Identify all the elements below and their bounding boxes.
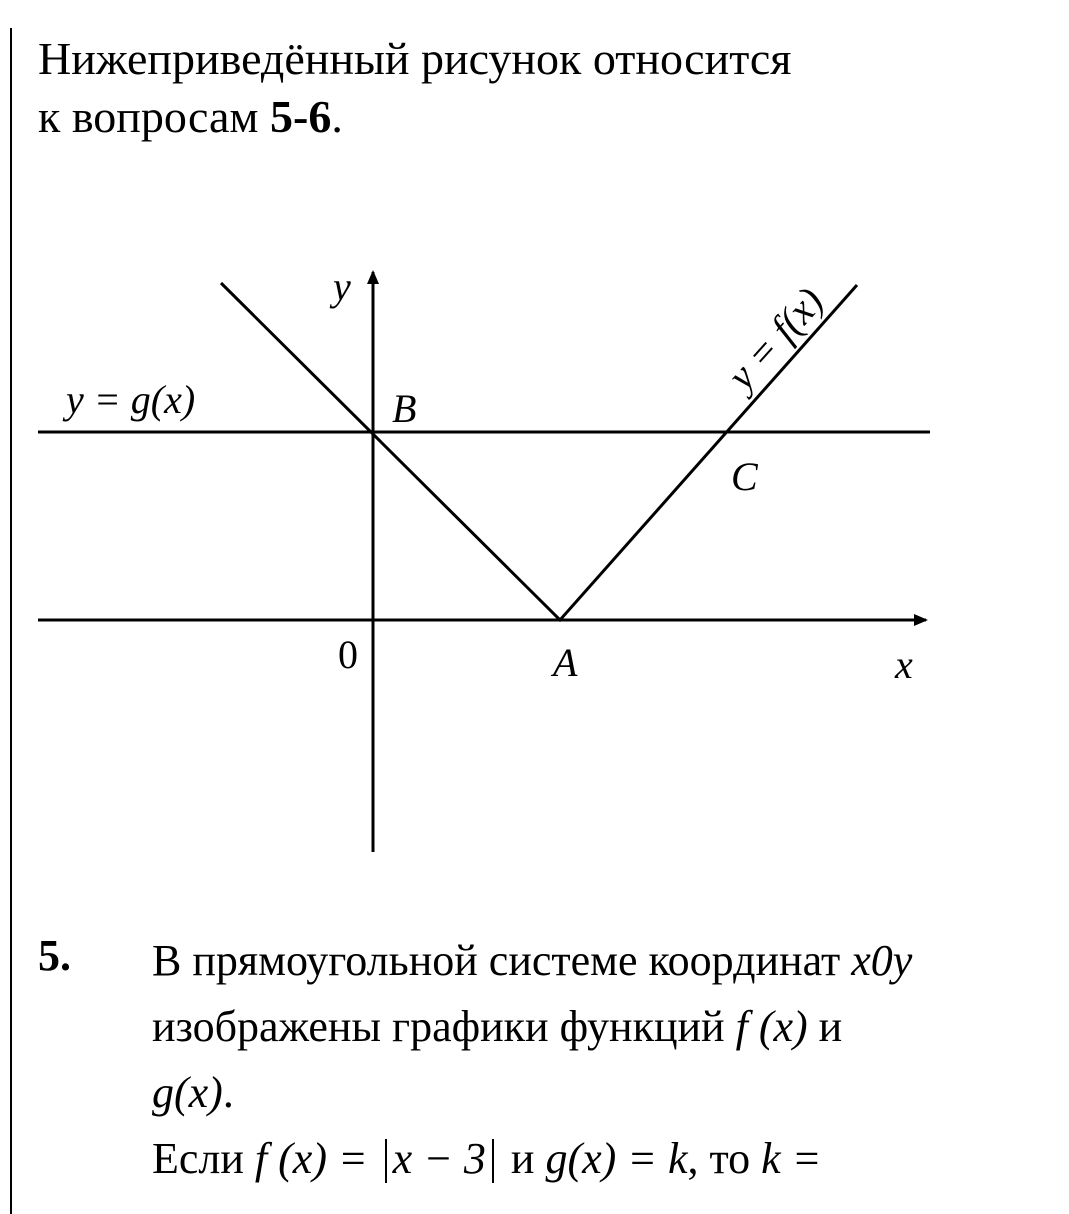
- question-body: [152, 928, 1052, 1192]
- abs-bar-right: [492, 1139, 494, 1183]
- f-definition-lhs: f (x) =: [254, 1134, 379, 1183]
- question-line-2-tail: и: [807, 1002, 843, 1051]
- question-if-word: Если: [152, 1134, 255, 1183]
- k-equals: k =: [761, 1134, 822, 1183]
- g-definition: g(x) = k: [545, 1134, 688, 1183]
- question-line-2-text: изображены графики функций: [152, 1002, 736, 1051]
- abs-bar-left: [385, 1139, 387, 1183]
- y-axis-label: y: [333, 264, 351, 309]
- f-label: y = f(x): [718, 278, 833, 399]
- f-definition-abs-content: x − 3: [392, 1134, 486, 1183]
- intro-line-1: Нижеприведённый рисунок относится: [38, 33, 792, 84]
- question-line-1: [152, 928, 1052, 994]
- x-axis-label: x: [895, 642, 913, 687]
- origin-label: 0: [338, 632, 358, 677]
- point-c-label: C: [731, 454, 758, 499]
- point-a-label: A: [553, 640, 578, 685]
- question-range: 5-6: [270, 91, 332, 142]
- question-line-2: [152, 994, 1052, 1060]
- question-number: 5.: [38, 931, 71, 980]
- function-g-name: g(x): [152, 1068, 223, 1117]
- function-f-name: f (x): [735, 1002, 808, 1051]
- question-line-3-tail: .: [222, 1068, 234, 1117]
- question-and-word: и: [499, 1134, 546, 1183]
- intro-line-2-prefix: к вопросам: [38, 91, 271, 142]
- point-b-label: B: [392, 386, 417, 431]
- question-line-1-text: В прямоугольной системе координат: [152, 936, 852, 985]
- question-line-3: [152, 1060, 1052, 1126]
- g-label: y = g(x): [66, 377, 196, 422]
- question-then-word: , то: [687, 1134, 762, 1183]
- coordinate-system-name: x0y: [851, 936, 913, 985]
- question-line-4: [152, 1126, 1052, 1192]
- intro-line-2-suffix: .: [331, 91, 343, 142]
